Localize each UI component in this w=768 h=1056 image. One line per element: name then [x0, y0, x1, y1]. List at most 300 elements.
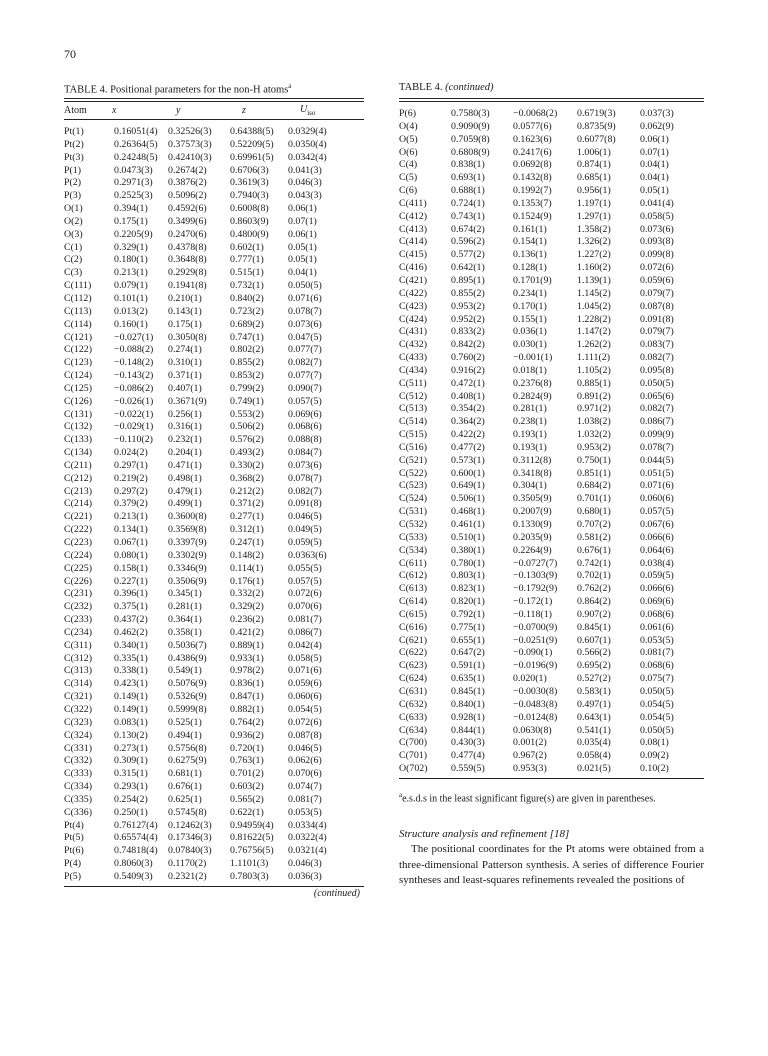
- cell-x: −0.148(2): [114, 357, 154, 369]
- cell-y: 0.967(2): [513, 750, 547, 762]
- table-row: [64, 460, 348, 473]
- header-z: z: [242, 105, 246, 116]
- cell-y: −0.1303(9): [513, 570, 558, 582]
- right-column: [399, 82, 704, 889]
- cell-uiso: 0.046(3): [288, 177, 322, 189]
- table-row: [64, 820, 348, 833]
- table-row: [64, 665, 348, 678]
- cell-z: 0.749(1): [230, 395, 264, 407]
- cell-uiso: 0.04(1): [288, 267, 317, 279]
- cell-x: 0.293(1): [114, 781, 148, 793]
- cell-z: 1.297(1): [577, 210, 611, 222]
- table-row: [399, 198, 702, 211]
- cell-uiso: 0.08(1): [640, 737, 669, 749]
- cell-y: 0.1701(9): [513, 274, 552, 286]
- cell-uiso: 0.0342(4): [288, 151, 327, 163]
- cell-atom: Pt(5): [64, 832, 84, 844]
- cell-x: 0.916(2): [451, 364, 485, 376]
- table-row: [64, 383, 348, 396]
- cell-y: −0.090(1): [513, 647, 553, 659]
- table-row: [399, 493, 702, 506]
- cell-y: 0.256(1): [168, 408, 202, 420]
- cell-x: 0.559(5): [451, 763, 485, 775]
- cell-z: 0.802(2): [230, 344, 264, 356]
- cell-uiso: 0.091(8): [288, 498, 322, 510]
- cell-atom: C(623): [399, 660, 427, 672]
- cell-x: −0.022(1): [114, 408, 154, 420]
- cell-z: 0.527(2): [577, 673, 611, 685]
- cell-x: 0.775(1): [451, 621, 485, 633]
- cell-z: 0.680(1): [577, 506, 611, 518]
- cell-z: 0.581(2): [577, 531, 611, 543]
- cell-x: 0.101(1): [114, 292, 148, 304]
- cell-x: 0.674(2): [451, 223, 485, 235]
- cell-x: 0.74818(4): [114, 845, 158, 857]
- cell-x: 0.642(1): [451, 262, 485, 274]
- table-row: [64, 344, 348, 357]
- cell-z: 0.763(1): [230, 755, 264, 767]
- table-row: [399, 558, 702, 571]
- table-row: [64, 216, 348, 229]
- cell-y: 0.3112(8): [513, 454, 552, 466]
- cell-atom: C(234): [64, 626, 92, 638]
- cell-y: 0.193(1): [513, 441, 547, 453]
- cell-z: 0.566(2): [577, 647, 611, 659]
- cell-x: −0.086(2): [114, 382, 154, 394]
- cell-atom: C(212): [64, 472, 92, 484]
- cell-x: 0.24248(5): [114, 151, 158, 163]
- cell-x: 0.577(2): [451, 249, 485, 261]
- cell-uiso: 0.071(6): [288, 665, 322, 677]
- cell-x: 0.845(1): [451, 685, 485, 697]
- table-row: [64, 498, 348, 511]
- cell-x: 0.600(1): [451, 467, 485, 479]
- cell-x: 0.842(2): [451, 339, 485, 351]
- table-continued-caption: [399, 82, 704, 98]
- cell-x: 0.803(1): [451, 570, 485, 582]
- cell-uiso: 0.053(5): [640, 634, 674, 646]
- cell-uiso: 0.0350(4): [288, 138, 327, 150]
- cell-z: 0.69961(5): [230, 151, 274, 163]
- cell-y: 0.2929(8): [168, 267, 207, 279]
- cell-uiso: 0.046(5): [288, 742, 322, 754]
- cell-atom: C(700): [399, 737, 427, 749]
- cell-z: 0.497(1): [577, 698, 611, 710]
- cell-atom: Pt(3): [64, 151, 84, 163]
- cell-x: 0.213(1): [114, 511, 148, 523]
- cell-uiso: 0.050(5): [288, 280, 322, 292]
- table-row: [64, 357, 348, 370]
- table-row: [399, 249, 702, 262]
- table-row: [64, 267, 348, 280]
- cell-uiso: 0.074(7): [288, 781, 322, 793]
- cell-atom: C(336): [64, 806, 92, 818]
- cell-uiso: 0.082(7): [640, 352, 674, 364]
- table-continued-caption-title: (continued): [445, 82, 494, 93]
- cell-x: 0.6808(9): [451, 146, 490, 158]
- cell-uiso: 0.04(1): [640, 159, 669, 171]
- cell-z: 0.689(2): [230, 318, 264, 330]
- cell-y: 0.499(1): [168, 498, 202, 510]
- cell-uiso: 0.099(9): [640, 429, 674, 441]
- cell-z: 0.855(2): [230, 357, 264, 369]
- cell-z: 0.622(1): [230, 806, 264, 818]
- cell-y: 0.3506(9): [168, 575, 207, 587]
- cell-uiso: 0.069(6): [288, 408, 322, 420]
- cell-y: 0.161(1): [513, 223, 547, 235]
- table-row: [64, 177, 348, 190]
- cell-y: 0.210(1): [168, 292, 202, 304]
- table-row: [399, 519, 702, 532]
- cell-y: 0.316(1): [168, 421, 202, 433]
- cell-x: 0.838(1): [451, 159, 485, 171]
- cell-atom: C(322): [64, 703, 92, 715]
- cell-z: 0.891(2): [577, 390, 611, 402]
- cell-x: 0.591(1): [451, 660, 485, 672]
- cell-z: 0.956(1): [577, 185, 611, 197]
- table-row: [399, 429, 702, 442]
- cell-y: 0.345(1): [168, 588, 202, 600]
- cell-x: 0.130(2): [114, 729, 148, 741]
- cell-atom: Pt(2): [64, 138, 84, 150]
- cell-y: 0.2470(6): [168, 228, 207, 240]
- cell-y: 0.128(1): [513, 262, 547, 274]
- cell-atom: C(134): [64, 447, 92, 459]
- cell-z: 1.045(2): [577, 300, 611, 312]
- cell-uiso: 0.066(6): [640, 531, 674, 543]
- cell-uiso: 0.06(1): [288, 228, 317, 240]
- table-row: [64, 139, 348, 152]
- cell-atom: C(333): [64, 768, 92, 780]
- cell-atom: C(614): [399, 596, 427, 608]
- cell-atom: C(516): [399, 441, 427, 453]
- table-row: [399, 147, 702, 160]
- cell-uiso: 0.050(5): [640, 724, 674, 736]
- table-row: [64, 165, 348, 178]
- cell-x: 0.430(3): [451, 737, 485, 749]
- cell-x: 0.250(1): [114, 806, 148, 818]
- table-caption-mark: a: [288, 82, 292, 90]
- cell-uiso: 0.047(5): [288, 331, 322, 343]
- cell-y: 0.676(1): [168, 781, 202, 793]
- cell-uiso: 0.058(5): [640, 210, 674, 222]
- cell-y: −0.0068(2): [513, 108, 558, 119]
- table-row: [399, 532, 702, 545]
- cell-y: 0.471(1): [168, 459, 202, 471]
- cell-z: 0.723(2): [230, 305, 264, 317]
- cell-uiso: 0.078(7): [288, 472, 322, 484]
- table-row: [64, 614, 348, 627]
- cell-y: 0.204(1): [168, 447, 202, 459]
- cell-y: 0.2264(9): [513, 544, 552, 556]
- table-row: [64, 704, 348, 717]
- table-continued-note: (continued): [313, 887, 360, 899]
- cell-x: 0.468(1): [451, 506, 485, 518]
- table-row: [64, 332, 348, 345]
- cell-x: 0.7580(3): [451, 108, 490, 119]
- cell-atom: C(514): [399, 416, 427, 428]
- cell-z: 0.6719(3): [577, 108, 616, 119]
- cell-x: 0.083(1): [114, 716, 148, 728]
- cell-z: 1.358(2): [577, 223, 611, 235]
- table-row: [64, 858, 348, 871]
- table-row: [399, 583, 702, 596]
- cell-z: 0.212(2): [230, 485, 264, 497]
- table-row: [399, 660, 702, 673]
- cell-x: 0.354(2): [451, 403, 485, 415]
- table-row: [64, 524, 348, 537]
- cell-x: 0.013(2): [114, 305, 148, 317]
- cell-uiso: 0.0363(6): [288, 549, 327, 561]
- cell-atom: C(312): [64, 652, 92, 664]
- cell-uiso: 0.087(8): [288, 729, 322, 741]
- cell-y: −0.0483(8): [513, 698, 558, 710]
- cell-atom: C(613): [399, 583, 427, 595]
- cell-y: 0.3418(8): [513, 467, 552, 479]
- cell-z: 0.777(1): [230, 254, 264, 266]
- cell-atom: C(412): [399, 210, 427, 222]
- cell-uiso: 0.072(6): [640, 262, 674, 274]
- cell-uiso: 0.084(7): [288, 447, 322, 459]
- cell-z: 0.7940(3): [230, 190, 269, 202]
- cell-uiso: 0.070(6): [288, 768, 322, 780]
- cell-uiso: 0.060(6): [640, 493, 674, 505]
- cell-y: 0.525(1): [168, 716, 202, 728]
- cell-z: 0.978(2): [230, 665, 264, 677]
- cell-y: 0.274(1): [168, 344, 202, 356]
- cell-uiso: 0.088(8): [288, 434, 322, 446]
- cell-uiso: 0.04(1): [640, 172, 669, 184]
- table-row: [399, 609, 702, 622]
- cell-z: 0.847(1): [230, 691, 264, 703]
- table-caption-label: TABLE 4.: [64, 84, 108, 96]
- cell-y: 0.304(1): [513, 480, 547, 492]
- cell-z: 0.936(2): [230, 729, 264, 741]
- cell-z: 0.6077(8): [577, 133, 616, 145]
- table-row: [64, 370, 348, 383]
- cell-y: 0.42410(3): [168, 151, 212, 163]
- cell-x: −0.026(1): [114, 395, 154, 407]
- cell-x: 0.408(1): [451, 390, 485, 402]
- cell-x: 0.895(1): [451, 274, 485, 286]
- cell-z: 0.371(2): [230, 498, 264, 510]
- cell-uiso: 0.072(6): [288, 588, 322, 600]
- cell-atom: C(335): [64, 793, 92, 805]
- cell-atom: C(221): [64, 511, 92, 523]
- cell-atom: C(701): [399, 750, 427, 762]
- cell-atom: C(415): [399, 249, 427, 261]
- header-iso: iso: [307, 109, 316, 117]
- cell-uiso: 0.060(6): [288, 691, 322, 703]
- cell-z: 0.515(1): [230, 267, 264, 279]
- table-row: [64, 511, 348, 524]
- cell-z: 1.160(2): [577, 262, 611, 274]
- cell-y: 0.479(1): [168, 485, 202, 497]
- cell-z: 0.4800(9): [230, 228, 269, 240]
- cell-x: 0.297(2): [114, 485, 148, 497]
- cell-z: 1.147(2): [577, 326, 611, 338]
- table-header-rule: [64, 119, 364, 120]
- cell-z: 0.94959(4): [230, 819, 274, 831]
- table-row: [64, 421, 348, 434]
- table-row: [64, 254, 348, 267]
- table-row: [64, 768, 348, 781]
- cell-uiso: 0.073(6): [288, 318, 322, 330]
- cell-uiso: 0.044(5): [640, 454, 674, 466]
- cell-z: 0.603(2): [230, 781, 264, 793]
- cell-x: 0.375(1): [114, 601, 148, 613]
- cell-atom: C(416): [399, 262, 427, 274]
- cell-x: 0.792(1): [451, 608, 485, 620]
- cell-x: 0.380(1): [451, 544, 485, 556]
- cell-atom: C(634): [399, 724, 427, 736]
- cell-atom: C(414): [399, 236, 427, 248]
- cell-atom: C(314): [64, 678, 92, 690]
- cell-uiso: 0.10(2): [640, 763, 669, 775]
- cell-atom: C(225): [64, 562, 92, 574]
- cell-z: 0.021(5): [577, 763, 611, 775]
- cell-atom: C(612): [399, 570, 427, 582]
- cell-x: 0.5409(3): [114, 870, 153, 882]
- cell-z: 0.799(2): [230, 382, 264, 394]
- cell-x: 0.158(1): [114, 562, 148, 574]
- cell-z: 1.197(1): [577, 197, 611, 209]
- table-row: [399, 378, 702, 391]
- cell-atom: C(122): [64, 344, 92, 356]
- cell-atom: C(422): [399, 287, 427, 299]
- cell-x: 0.780(1): [451, 557, 485, 569]
- cell-x: 0.506(1): [451, 493, 485, 505]
- cell-x: 0.461(1): [451, 519, 485, 530]
- cell-uiso: 0.061(6): [640, 621, 674, 633]
- cell-y: −0.001(1): [513, 352, 553, 364]
- cell-z: 0.607(1): [577, 634, 611, 646]
- cell-atom: P(6): [399, 108, 417, 119]
- cell-atom: C(222): [64, 524, 92, 536]
- cell-z: 0.695(2): [577, 660, 611, 672]
- table-row: [399, 468, 702, 481]
- table-row: [399, 314, 702, 327]
- cell-uiso: 0.054(5): [640, 711, 674, 723]
- cell-x: 0.379(2): [114, 498, 148, 510]
- table-row: [399, 159, 702, 172]
- cell-z: 0.76756(5): [230, 845, 274, 857]
- cell-uiso: 0.073(6): [288, 459, 322, 471]
- cell-x: 0.743(1): [451, 210, 485, 222]
- cell-atom: P(2): [64, 177, 82, 189]
- cell-uiso: 0.036(3): [288, 870, 322, 882]
- cell-atom: C(232): [64, 601, 92, 613]
- cell-uiso: 0.086(7): [288, 626, 322, 638]
- cell-x: 0.953(2): [451, 300, 485, 312]
- cell-y: 0.681(1): [168, 768, 202, 780]
- cell-atom: C(111): [64, 280, 92, 292]
- cell-x: 0.16051(4): [114, 126, 158, 137]
- section-heading: Structure analysis and refinement [18]: [399, 828, 570, 841]
- cell-y: 0.310(1): [168, 357, 202, 369]
- cell-y: 0.1330(9): [513, 519, 552, 530]
- cell-z: 0.720(1): [230, 742, 264, 754]
- cell-uiso: 0.041(4): [640, 197, 674, 209]
- cell-uiso: 0.038(4): [640, 557, 674, 569]
- cell-y: 0.364(1): [168, 614, 202, 626]
- cell-atom: C(126): [64, 395, 92, 407]
- cell-uiso: 0.091(8): [640, 313, 674, 325]
- cell-x: 0.024(2): [114, 447, 148, 459]
- cell-z: 0.583(1): [577, 685, 611, 697]
- cell-z: 0.685(1): [577, 172, 611, 184]
- positional-parameters-table-continued: [399, 108, 702, 776]
- cell-x: −0.027(1): [114, 331, 154, 343]
- cell-atom: C(621): [399, 634, 427, 646]
- cell-x: 0.823(1): [451, 583, 485, 595]
- cell-z: 0.52209(5): [230, 138, 274, 150]
- cell-x: 0.149(1): [114, 703, 148, 715]
- cell-z: 1.105(2): [577, 364, 611, 376]
- cell-x: 0.760(2): [451, 352, 485, 364]
- cell-y: 0.3302(9): [168, 549, 207, 561]
- cell-z: 1.145(2): [577, 287, 611, 299]
- cell-z: 0.750(1): [577, 454, 611, 466]
- cell-atom: C(125): [64, 382, 92, 394]
- cell-uiso: 0.055(5): [288, 562, 322, 574]
- cell-x: 0.26364(5): [114, 138, 158, 150]
- table-row: [399, 480, 702, 493]
- table-row: [64, 717, 348, 730]
- cell-y: 0.036(1): [513, 326, 547, 338]
- cell-z: 0.676(1): [577, 544, 611, 556]
- cell-y: 0.549(1): [168, 665, 202, 677]
- cell-y: 0.1170(2): [168, 858, 207, 870]
- cell-x: 0.477(2): [451, 441, 485, 453]
- cell-uiso: 0.095(8): [640, 364, 674, 376]
- cell-atom: C(522): [399, 467, 427, 479]
- cell-atom: C(226): [64, 575, 92, 587]
- cell-z: 0.8603(9): [230, 215, 269, 227]
- cell-uiso: 0.0334(4): [288, 819, 327, 831]
- cell-z: 0.762(2): [577, 583, 611, 595]
- cell-z: 0.840(2): [230, 292, 264, 304]
- footnote-text: e.s.d.s in the least significant figure(s) are given in parentheses.: [402, 793, 656, 805]
- cell-z: 0.971(2): [577, 403, 611, 415]
- cell-z: 1.139(1): [577, 274, 611, 286]
- cell-y: 0.4592(6): [168, 203, 207, 215]
- cell-z: 1.228(2): [577, 313, 611, 325]
- table-row: [399, 172, 702, 185]
- cell-x: 0.080(1): [114, 549, 148, 561]
- cell-atom: C(512): [399, 390, 427, 402]
- cell-uiso: 0.082(7): [640, 403, 674, 415]
- cell-uiso: 0.043(3): [288, 190, 322, 202]
- cell-atom: C(432): [399, 339, 427, 351]
- cell-y: 0.3876(2): [168, 177, 207, 189]
- cell-y: 0.371(1): [168, 370, 202, 382]
- cell-y: 0.5999(8): [168, 703, 207, 715]
- table-row: [64, 152, 348, 165]
- table-row: [399, 365, 702, 378]
- cell-z: 0.3619(3): [230, 177, 269, 189]
- cell-uiso: 0.06(1): [288, 203, 317, 215]
- cell-uiso: 0.06(1): [640, 133, 669, 145]
- cell-x: 0.329(1): [114, 241, 148, 253]
- cell-x: 0.340(1): [114, 639, 148, 651]
- cell-x: 0.573(1): [451, 454, 485, 466]
- cell-y: 0.498(1): [168, 472, 202, 484]
- cell-x: 0.213(1): [114, 267, 148, 279]
- table-row: [399, 262, 702, 275]
- cell-z: 0.332(2): [230, 588, 264, 600]
- cell-z: 0.8735(9): [577, 120, 616, 132]
